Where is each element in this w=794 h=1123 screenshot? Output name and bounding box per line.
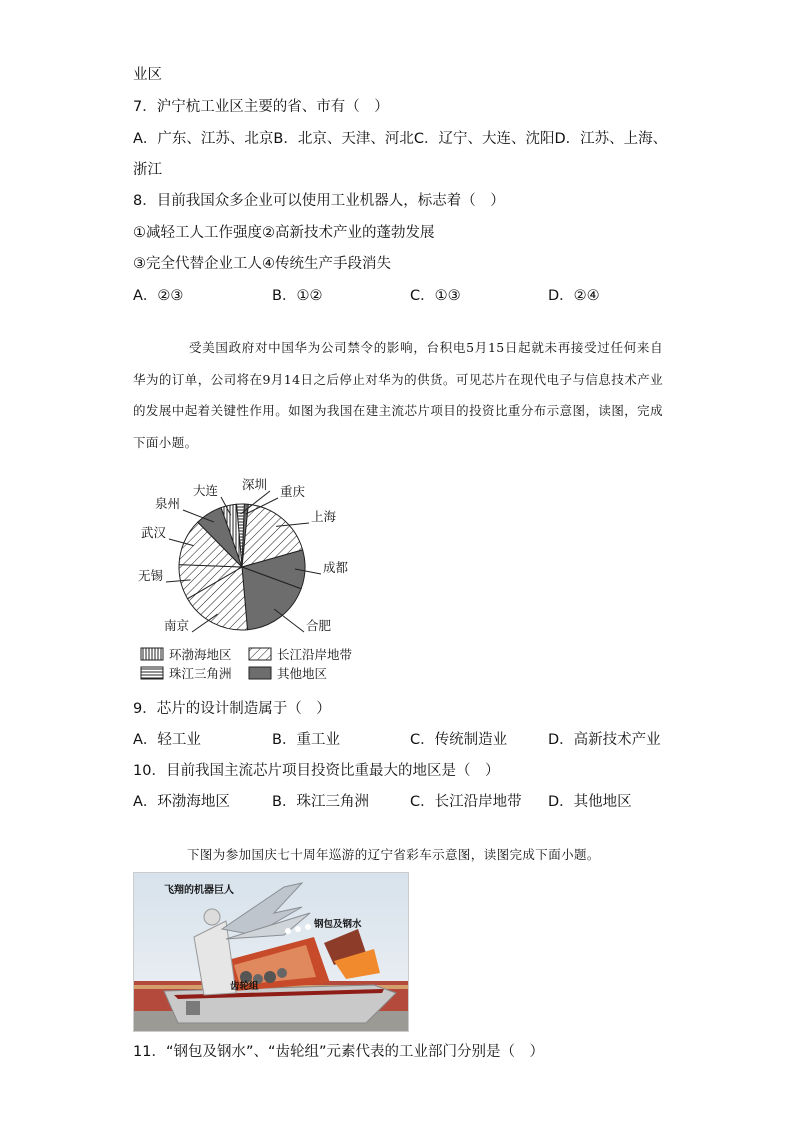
question-8-statement-2: ③完全代替企业工人④传统生产手段消失	[133, 256, 391, 272]
option-c: C．长江沿岸地带	[410, 794, 522, 810]
pie-leader-4	[274, 609, 304, 632]
option-b: B．①②	[272, 288, 323, 304]
question-9: 9．芯片的设计制造属于（ ）	[133, 701, 331, 717]
question-10: 10．目前我国主流芯片项目投资比重最大的地区是（ ）	[133, 763, 500, 779]
label-gear-set: 齿轮组	[230, 981, 259, 992]
question-8: 8．目前我国众多企业可以使用工业机器人，标志着（ ）	[133, 193, 505, 209]
question-11: 11．“钢包及钢水”、“齿轮组”元素代表的工业部门分别是（ ）	[133, 1044, 544, 1060]
chip-investment-pie-chart	[133, 470, 373, 690]
option-c: C．传统制造业	[410, 732, 508, 748]
legend-swatch-yangtze	[249, 648, 271, 660]
pie-label-8: 泉州	[155, 496, 181, 511]
reading-passage-chips: 受美国政府对中国华为公司禁令的影响，台积电5月15日起就未再接受过任何来自华为的订单，公司将在9月14日之后停止对华为的供货。可见芯片在现代电子与信息技术产业的发展中起着关键性作用。如图为我国在建主流芯片项目的投资比重分布示意图，读图，完成下面小题。	[133, 340, 663, 450]
parade-float-illustration	[134, 873, 408, 1031]
reading-passage-parade-float: 下图为参加国庆七十周年巡游的辽宁省彩车示意图，读图完成下面小题。	[187, 847, 600, 862]
legend-label-pearl-river: 珠江三角洲	[169, 666, 232, 681]
question-7-options: A．广东、江苏、北京B．北京、天津、河北C．辽宁、大连、沈阳D．江苏、上海、	[133, 131, 668, 147]
legend-swatch-bohai	[141, 648, 163, 660]
option-b: B．重工业	[272, 732, 340, 748]
label-ladle-and-molten-steel: 钢包及钢水	[314, 919, 362, 930]
legend-label-bohai: 环渤海地区	[169, 647, 232, 662]
question-7: 7．沪宁杭工业区主要的省、市有（ ）	[133, 99, 389, 115]
pie-label-6: 无锡	[138, 568, 164, 583]
option-a: A．②③	[133, 288, 184, 304]
option-d: D．其他地区	[548, 794, 632, 810]
legend-swatch-pearl-river	[141, 667, 163, 679]
pie-label-1: 重庆	[280, 484, 306, 499]
question-6-continuation: 业区	[133, 67, 162, 83]
pie-label-4: 合肥	[306, 618, 332, 633]
pie-label-7: 武汉	[141, 525, 167, 540]
legend-swatch-other	[249, 667, 271, 679]
pie-label-9: 大连	[193, 483, 219, 498]
question-8-statement-1: ①减轻工人工作强度②高新技术产业的蓬勃发展	[133, 225, 435, 241]
option-a: A．轻工业	[133, 732, 201, 748]
question-7-options-continued: 浙江	[133, 162, 162, 178]
pie-label-2: 上海	[311, 509, 337, 524]
pie-label-3: 成都	[323, 560, 349, 575]
legend-label-yangtze: 长江沿岸地带	[277, 647, 353, 662]
option-d: D．高新技术产业	[548, 732, 661, 748]
pie-label-0: 深圳	[242, 477, 268, 492]
parade-float-photo	[133, 872, 409, 1032]
option-a: A．环渤海地区	[133, 794, 230, 810]
option-d: D．②④	[548, 288, 600, 304]
option-c: C．①③	[410, 288, 461, 304]
option-b: B．珠江三角洲	[272, 794, 369, 810]
legend-label-other: 其他地区	[277, 666, 328, 681]
label-flying-robot-giant: 飞翔的机器巨人	[164, 885, 234, 896]
pie-label-5: 南京	[164, 618, 190, 633]
